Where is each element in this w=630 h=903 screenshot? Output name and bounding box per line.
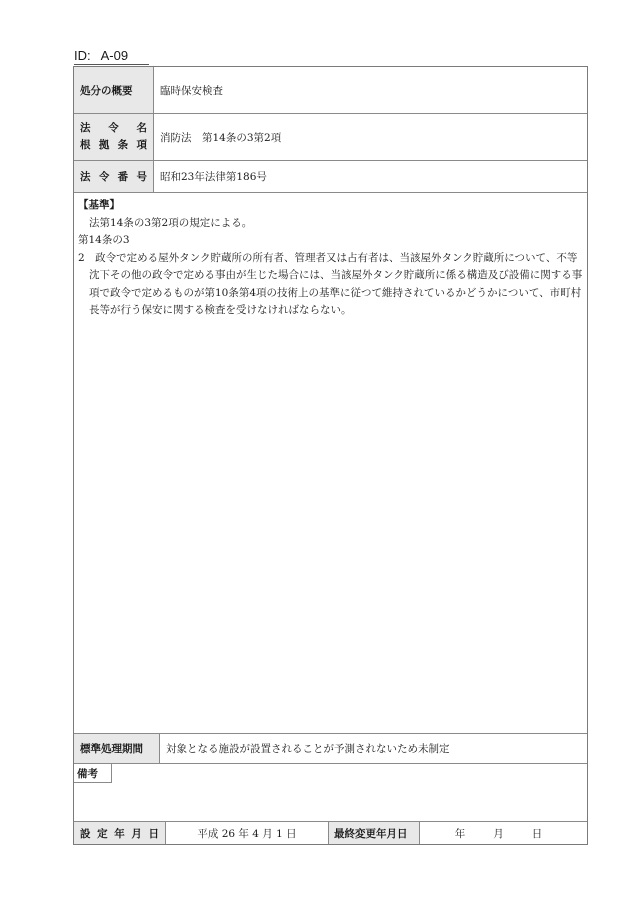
law-number-row bbox=[74, 161, 587, 193]
criteria-section bbox=[74, 193, 587, 734]
last-changed-day: 日 bbox=[531, 827, 543, 840]
criteria-heading: 【基準】 bbox=[78, 199, 120, 211]
law-name-value: 消防法 第14条の3第2項 bbox=[160, 131, 282, 144]
id-value: A-09 bbox=[100, 48, 129, 63]
remarks-label: 備考 bbox=[74, 764, 112, 783]
law-name-label bbox=[74, 114, 154, 160]
id-label: ID: bbox=[74, 48, 91, 63]
last-changed-month: 月 bbox=[493, 827, 504, 840]
criteria-article: 第14条の3 bbox=[78, 234, 130, 246]
criteria-line: 法第14条の3第2項の規定による。 bbox=[89, 216, 253, 229]
document-id bbox=[74, 48, 149, 65]
law-name-row bbox=[74, 114, 587, 161]
law-name-label-line2: 根 拠 条 項 bbox=[80, 139, 147, 151]
set-date-value: 平成 26 年 4 月 1 日 bbox=[166, 822, 329, 844]
standard-period-label: 標準処理期間 bbox=[74, 734, 160, 763]
last-changed-value bbox=[420, 822, 587, 844]
standard-period-row bbox=[74, 734, 587, 764]
law-number-value: 昭和23年法律第186号 bbox=[160, 171, 267, 183]
remarks-section bbox=[74, 764, 587, 822]
law-number-label: 法 令 番 号 bbox=[74, 161, 154, 192]
disposition-standard-sheet bbox=[73, 66, 588, 845]
summary-row bbox=[74, 67, 587, 114]
last-changed-year: 年 bbox=[454, 827, 466, 840]
summary-label: 処分の概要 bbox=[74, 67, 154, 113]
dates-row bbox=[74, 822, 587, 844]
set-date-label: 設 定 年 月 日 bbox=[74, 822, 166, 844]
last-changed-label: 最終変更年月日 bbox=[329, 822, 420, 844]
law-name-label-line1: 法 令 名 bbox=[80, 122, 147, 134]
criteria-paragraph: 2 政令で定める屋外タンク貯蔵所の所有者、管理者又は占有者は、当該屋外タンク貯蔵所について、不等沈下その他の政令で定める事由が生じた場合には、当該屋外タンク貯蔵所に係る構造及び設備に関する事項で政令で定めるものが第10条第4項の技術上の基準に従つて維持されているかどうかについて、市町村長等が行う保安に関する検査を受けなければならない。 bbox=[78, 251, 583, 316]
standard-period-value: 対象となる施設が設置されることが予測されないため未制定 bbox=[166, 743, 450, 755]
summary-value: 臨時保安検査 bbox=[160, 84, 223, 97]
